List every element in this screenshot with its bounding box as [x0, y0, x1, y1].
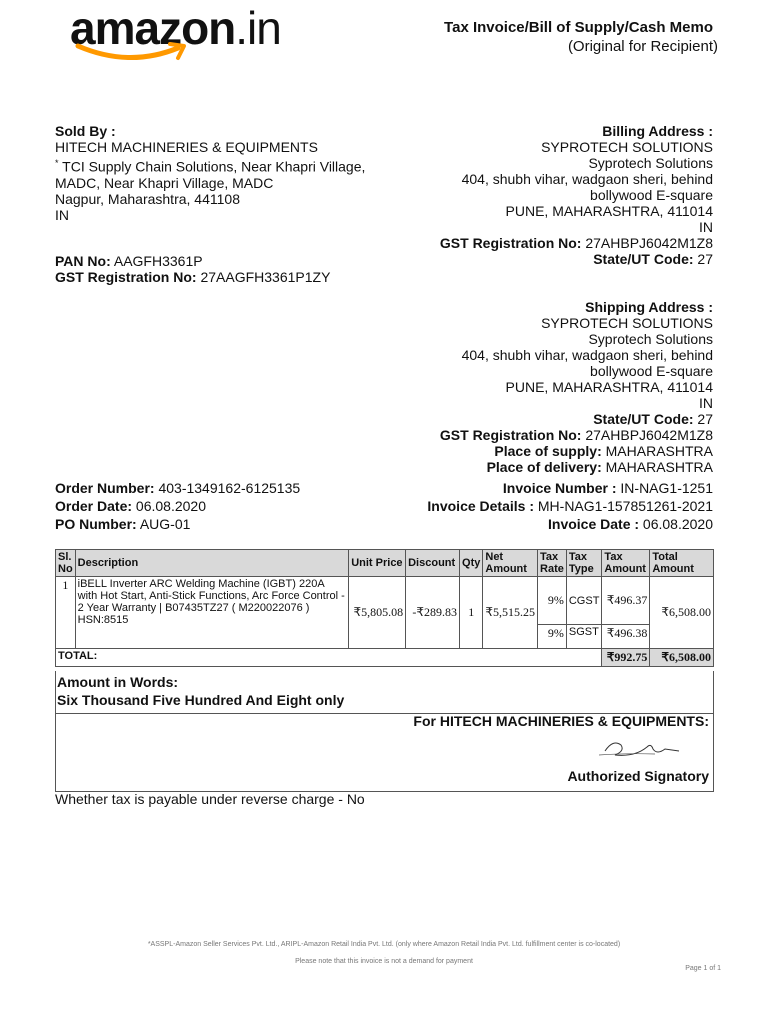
footer-payment-note: Please note that this invoice is not a demand for payment — [295, 958, 473, 965]
shipping-line5: IN — [699, 395, 713, 411]
seller-address-line2: MADC, Near Khapri Village, MADC — [55, 174, 274, 191]
row-discount: -₹289.83 — [406, 577, 460, 649]
row-tax-amount-cgst: ₹496.37 — [602, 577, 650, 625]
place-of-delivery: Place of delivery: MAHARASHTRA — [486, 459, 713, 475]
invoice-title: Tax Invoice/Bill of Supply/Cash Memo — [444, 19, 713, 36]
billing-name: SYPROTECH SOLUTIONS — [541, 139, 713, 155]
row-tax-rate-cgst: 9% — [538, 577, 567, 625]
row-description — [75, 577, 349, 649]
shipping-line1: Syprotech Solutions — [588, 331, 713, 347]
invoice-details: Invoice Details : MH-NAG1-157851261-2021 — [427, 498, 713, 514]
seller-name: HITECH MACHINERIES & EQUIPMENTS — [55, 139, 318, 155]
order-date: Order Date: 06.08.2020 — [55, 498, 206, 514]
seller-address-line3: Nagpur, Maharashtra, 441108 — [55, 190, 240, 207]
row-tax-type-sgst: SGST — [566, 625, 602, 649]
place-of-supply: Place of supply: MAHARASHTRA — [494, 443, 713, 459]
product-hsn: HSN:8515 — [77, 614, 129, 626]
sold-by-heading: Sold By : — [55, 123, 116, 139]
shipping-state: State/UT Code: 27 — [593, 411, 713, 427]
amazon-logo — [70, 2, 310, 70]
total-row — [56, 649, 714, 667]
po-number: PO Number: AUG-01 — [55, 516, 191, 532]
billing-state: State/UT Code: 27 — [593, 251, 713, 267]
footer-note: *ASSPL-Amazon Seller Services Pvt. Ltd., ARIPL-Amazon Retail India Pvt. Ltd. (only where Amazon Retail India Pvt. Ltd. fulfillment center is co-located) — [147, 941, 621, 948]
col-unit-price: Unit Price — [349, 550, 406, 577]
billing-line5: IN — [699, 219, 713, 235]
page-number: Page 1 of 1 — [685, 965, 721, 972]
col-description: Description — [75, 550, 349, 577]
seller-block — [55, 123, 365, 223]
reverse-charge-note: Whether tax is payable under reverse charge - No — [55, 791, 365, 807]
billing-line2: 404, shubh vihar, wadgaon sheri, behind — [461, 171, 713, 187]
col-tax-type: Tax Type — [566, 550, 602, 577]
row-total-amount: ₹6,508.00 — [650, 577, 714, 649]
shipping-line2: 404, shubh vihar, wadgaon sheri, behind — [461, 347, 713, 363]
total-amount: ₹6,508.00 — [650, 649, 714, 667]
authorized-signatory: Authorized Signatory — [567, 768, 709, 784]
col-net-amount: Net Amount — [483, 550, 538, 577]
billing-line1: Syprotech Solutions — [588, 155, 713, 171]
col-qty: Qty — [460, 550, 483, 577]
row-tax-rate-sgst: 9% — [538, 625, 567, 649]
col-tax-amount: Tax Amount — [602, 550, 650, 577]
invoice-block — [427, 479, 713, 533]
row-tax-type-cgst: CGST — [566, 577, 602, 625]
seller-gst: GST Registration No: 27AAGFH3361P1ZY — [55, 269, 331, 285]
row-qty: 1 — [460, 577, 483, 649]
total-tax: ₹992.75 — [602, 649, 650, 667]
order-block — [55, 479, 300, 533]
amount-signature-box — [55, 671, 714, 792]
table-row — [56, 577, 714, 625]
shipping-name: SYPROTECH SOLUTIONS — [541, 315, 713, 331]
table-header-row — [56, 550, 714, 577]
seller-tax-block — [55, 253, 330, 285]
for-company-label: For HITECH MACHINERIES & EQUIPMENTS: — [413, 713, 709, 729]
billing-line3: bollywood E-square — [590, 187, 713, 203]
col-total-amount: Total Amount — [650, 550, 714, 577]
amount-words-value: Six Thousand Five Hundred And Eight only — [57, 692, 345, 708]
billing-gst: GST Registration No: 27AHBPJ6042M1Z8 — [439, 235, 713, 251]
shipping-block — [440, 299, 713, 475]
amount-in-words — [56, 671, 713, 714]
invoice-date: Invoice Date : 06.08.2020 — [548, 516, 713, 532]
shipping-line3: bollywood E-square — [590, 363, 713, 379]
seller-pan: PAN No: AAGFH3361P — [55, 253, 203, 269]
billing-heading: Billing Address : — [602, 123, 713, 139]
seller-address-line1: * TCI Supply Chain Solutions, Near Khapri Village, — [55, 158, 366, 175]
invoice-subtitle: (Original for Recipient) — [567, 38, 718, 55]
product-name: iBELL Inverter ARC Welding Machine (IGBT) 220A with Hot Start, Anti-Stick Functions, Arc Force Control - 2 Year Warranty | B07435TZ27 ( M220022076 ) — [77, 578, 345, 614]
shipping-gst: GST Registration No: 27AHBPJ6042M1Z8 — [439, 427, 713, 443]
col-discount: Discount — [406, 550, 460, 577]
total-label: TOTAL: — [56, 649, 602, 667]
col-sl-no: Sl. No — [56, 550, 76, 577]
row-unit-price: ₹5,805.08 — [349, 577, 406, 649]
items-table — [55, 549, 714, 667]
billing-line4: PUNE, MAHARASHTRA, 411014 — [505, 203, 713, 219]
col-tax-rate: Tax Rate — [538, 550, 567, 577]
amount-words-label: Amount in Words: — [57, 674, 179, 690]
seller-address-line4: IN — [55, 206, 69, 223]
amazon-smile-icon — [74, 40, 194, 66]
invoice-number: Invoice Number : IN-NAG1-1251 — [502, 480, 713, 496]
billing-block — [440, 123, 713, 267]
row-tax-amount-sgst: ₹496.38 — [602, 625, 650, 649]
logo-text: amazon.in — [70, 2, 281, 54]
shipping-line4: PUNE, MAHARASHTRA, 411014 — [505, 379, 713, 395]
signature-icon — [595, 737, 685, 761]
shipping-heading: Shipping Address : — [585, 299, 713, 315]
order-number: Order Number: 403-1349162-6125135 — [55, 480, 301, 496]
row-sl: 1 — [56, 577, 76, 649]
row-net-amount: ₹5,515.25 — [483, 577, 538, 649]
